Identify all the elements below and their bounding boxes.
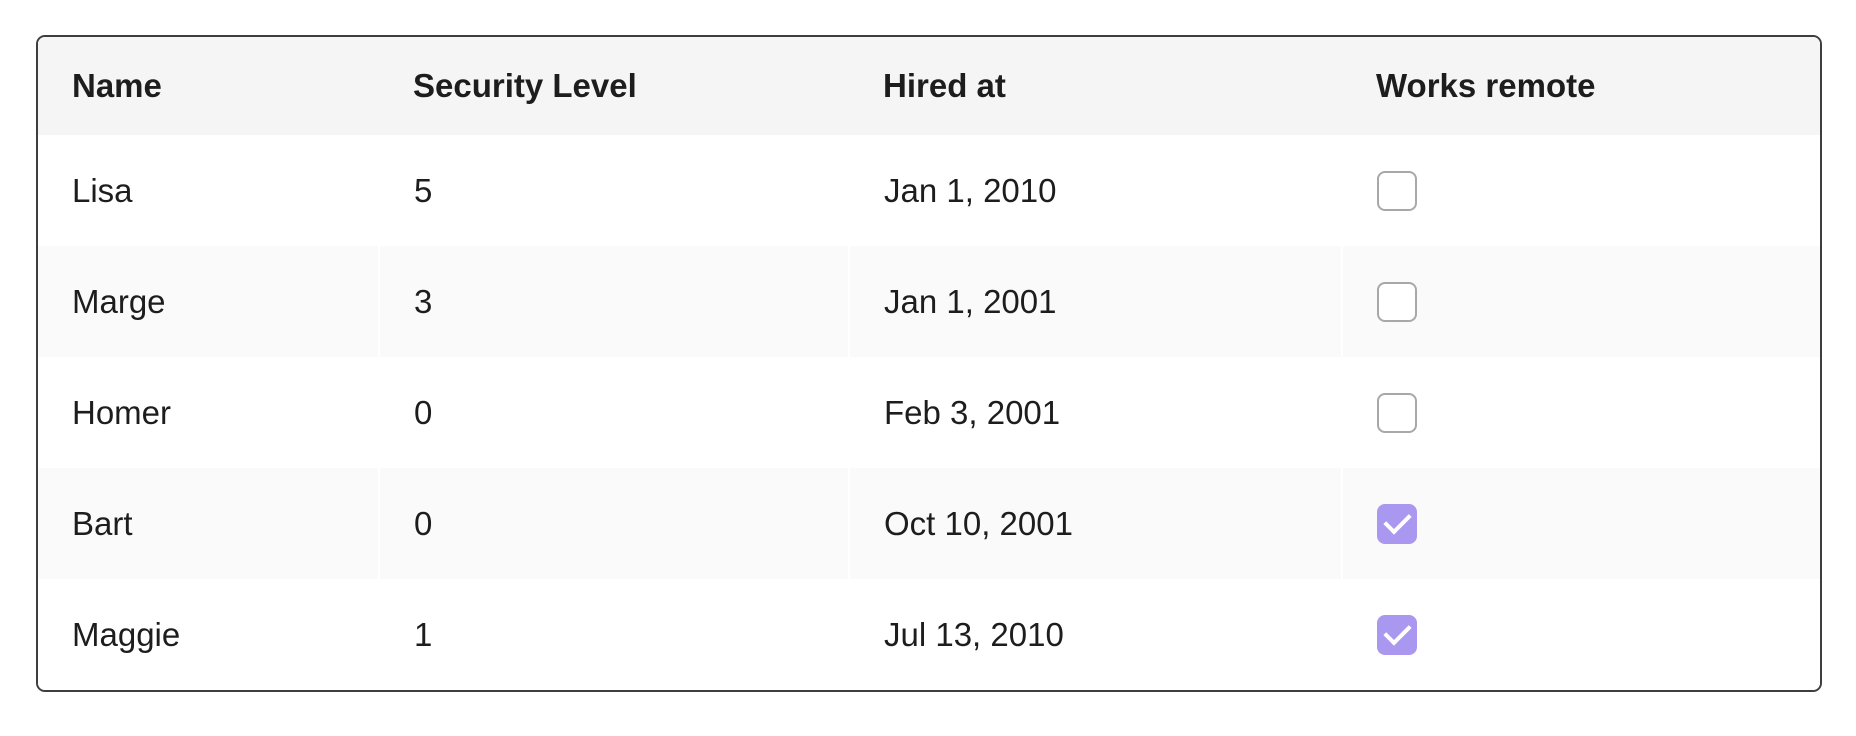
security-level-cell: 0 (379, 357, 849, 468)
column-header-hired-at: Hired at (849, 37, 1342, 135)
security-level-cell: 0 (379, 468, 849, 579)
employee-table-card (36, 35, 1822, 692)
employee-table (38, 37, 1820, 690)
security-level-cell: 3 (379, 246, 849, 357)
name-cell: Lisa (38, 135, 379, 246)
works-remote-checkbox[interactable] (1377, 504, 1417, 544)
table-row-bart (38, 468, 1820, 579)
table-row-homer (38, 357, 1820, 468)
table-row-marge (38, 246, 1820, 357)
name-cell: Marge (38, 246, 379, 357)
hired-at-cell: Jan 1, 2010 (849, 135, 1342, 246)
security-level-cell: 1 (379, 579, 849, 690)
table-row-maggie (38, 579, 1820, 690)
header-row (38, 37, 1820, 135)
name-cell: Bart (38, 468, 379, 579)
name-cell: Maggie (38, 579, 379, 690)
name-cell: Homer (38, 357, 379, 468)
hired-at-cell: Jul 13, 2010 (849, 579, 1342, 690)
works-remote-checkbox[interactable] (1377, 615, 1417, 655)
hired-at-cell: Jan 1, 2001 (849, 246, 1342, 357)
works-remote-checkbox[interactable] (1377, 171, 1417, 211)
works-remote-cell (1342, 468, 1820, 579)
works-remote-cell (1342, 135, 1820, 246)
works-remote-cell (1342, 579, 1820, 690)
column-header-security-level: Security Level (379, 37, 849, 135)
column-header-name: Name (38, 37, 379, 135)
hired-at-cell: Feb 3, 2001 (849, 357, 1342, 468)
security-level-cell: 5 (379, 135, 849, 246)
table-row-lisa (38, 135, 1820, 246)
works-remote-cell (1342, 357, 1820, 468)
hired-at-cell: Oct 10, 2001 (849, 468, 1342, 579)
works-remote-checkbox[interactable] (1377, 393, 1417, 433)
works-remote-checkbox[interactable] (1377, 282, 1417, 322)
works-remote-cell (1342, 246, 1820, 357)
column-header-works-remote: Works remote (1342, 37, 1820, 135)
